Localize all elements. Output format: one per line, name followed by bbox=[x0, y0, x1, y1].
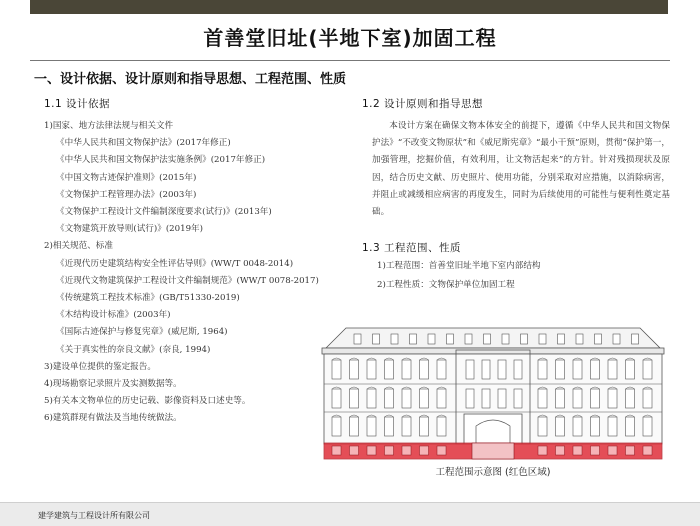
window bbox=[332, 417, 341, 436]
dormer-window bbox=[558, 334, 565, 344]
basement-window bbox=[626, 446, 635, 455]
window bbox=[367, 360, 376, 379]
window bbox=[402, 389, 411, 408]
window bbox=[367, 417, 376, 436]
entrance-steps bbox=[472, 443, 514, 459]
basis-document-item: 《文物保护工程设计文件编制深度要求(试行)》(2013年) bbox=[56, 207, 272, 218]
basis-document-item: 《近现代文物建筑保护工程设计文件编制规范》(WW/T 0078-2017) bbox=[56, 275, 319, 286]
scope-heading: 1.3 工程范围、性质 bbox=[362, 242, 462, 254]
window bbox=[350, 360, 359, 379]
dormer-window bbox=[354, 334, 361, 344]
title-divider bbox=[30, 60, 670, 61]
window bbox=[591, 389, 600, 408]
window bbox=[643, 389, 652, 408]
dormer-window bbox=[391, 334, 398, 344]
dormer-window bbox=[373, 334, 380, 344]
basis-document-item: 《近现代历史建筑结构安全性评估导则》(WW/T 0048-2014) bbox=[56, 258, 294, 269]
basis-group-item: 4)现场勘察记录照片及实测数据等。 bbox=[44, 379, 182, 390]
dormer-window bbox=[521, 334, 528, 344]
central-window bbox=[498, 389, 506, 408]
scope-nature: 2)工程性质：文物保护单位加固工程 bbox=[377, 280, 515, 291]
window bbox=[332, 360, 341, 379]
basement-window bbox=[332, 446, 341, 455]
window bbox=[420, 360, 429, 379]
dormer-window bbox=[465, 334, 472, 344]
window bbox=[350, 389, 359, 408]
principles-heading: 1.2 设计原则和指导思想 bbox=[362, 98, 484, 110]
window bbox=[538, 360, 547, 379]
basement-window bbox=[573, 446, 582, 455]
dormer-window bbox=[428, 334, 435, 344]
basement-window bbox=[367, 446, 376, 455]
entrance-portico bbox=[464, 414, 522, 444]
window bbox=[626, 389, 635, 408]
window bbox=[556, 360, 565, 379]
basis-heading: 1.1 设计依据 bbox=[44, 98, 111, 110]
basis-group-item: 2)相关规范、标准 bbox=[44, 241, 113, 252]
basis-list bbox=[44, 118, 344, 428]
basement-window bbox=[591, 446, 600, 455]
window bbox=[591, 360, 600, 379]
window bbox=[643, 417, 652, 436]
basis-group-item: 5)有关本文物单位的历史记载、影像资料及口述史等。 bbox=[44, 396, 251, 407]
basis-document-item: 《中国文物古迹保护准则》(2015年) bbox=[56, 172, 197, 183]
central-window bbox=[498, 360, 506, 379]
company-name: 建学建筑与工程设计所有限公司 bbox=[38, 511, 150, 520]
basis-document-item: 《传统建筑工程技术标准》(GB/T51330-2019) bbox=[56, 293, 240, 304]
page-title: 首善堂旧址(半地下室)加固工程 bbox=[203, 26, 497, 50]
building-elevation-drawing bbox=[316, 326, 670, 461]
window bbox=[402, 417, 411, 436]
window bbox=[556, 417, 565, 436]
basis-group-item: 6)建筑群现有做法及当地传统做法。 bbox=[44, 413, 182, 424]
window bbox=[626, 360, 635, 379]
dormer-window bbox=[484, 334, 491, 344]
window bbox=[385, 389, 394, 408]
window bbox=[556, 389, 565, 408]
window bbox=[437, 389, 446, 408]
basement-window bbox=[538, 446, 547, 455]
dormer-window bbox=[632, 334, 639, 344]
central-window bbox=[482, 389, 490, 408]
dormer-window bbox=[539, 334, 546, 344]
dormer-window bbox=[410, 334, 417, 344]
basis-document-item: 《中华人民共和国文物保护法实施条例》(2017年修正) bbox=[56, 155, 266, 166]
window bbox=[402, 360, 411, 379]
basement-window bbox=[385, 446, 394, 455]
dormer-window bbox=[576, 334, 583, 344]
window bbox=[643, 360, 652, 379]
basis-document-item: 《关于真实性的奈良文献》(奈良, 1994) bbox=[56, 344, 211, 355]
basis-document-item: 《木结构设计标准》(2003年) bbox=[56, 310, 171, 321]
basement-window bbox=[437, 446, 446, 455]
basement-window bbox=[402, 446, 411, 455]
central-window bbox=[514, 389, 522, 408]
window bbox=[350, 417, 359, 436]
section-heading: 一、设计依据、设计原则和指导思想、工程范围、性质 bbox=[34, 72, 347, 87]
window bbox=[608, 389, 617, 408]
dormer-window bbox=[447, 334, 454, 344]
window bbox=[608, 417, 617, 436]
window bbox=[538, 417, 547, 436]
scope-list bbox=[377, 258, 541, 294]
building-elevation-figure bbox=[316, 326, 670, 461]
window bbox=[573, 389, 582, 408]
basis-document-item: 《文物建筑开放导则(试行)》(2019年) bbox=[56, 224, 204, 235]
figure-caption: 工程范围示意图 (红色区域) bbox=[435, 467, 551, 478]
basement-window bbox=[556, 446, 565, 455]
central-window bbox=[514, 360, 522, 379]
dormer-window bbox=[502, 334, 509, 344]
cornice bbox=[322, 348, 664, 354]
window bbox=[573, 360, 582, 379]
window bbox=[367, 389, 376, 408]
central-window bbox=[466, 360, 474, 379]
basement-window bbox=[608, 446, 617, 455]
basis-document-item: 《文物保护工程管理办法》(2003年) bbox=[56, 189, 197, 200]
basis-group-item: 1)国家、地方法律法规与相关文件 bbox=[44, 121, 174, 131]
basis-group-item: 3)建设单位提供的鉴定报告。 bbox=[44, 361, 156, 372]
basement-window bbox=[420, 446, 429, 455]
basis-document-item: 《国际古迹保护与修复宪章》(威尼斯, 1964) bbox=[56, 327, 228, 338]
top-color-bar bbox=[30, 0, 668, 14]
window bbox=[591, 417, 600, 436]
window bbox=[437, 360, 446, 379]
central-window bbox=[482, 360, 490, 379]
central-window bbox=[466, 389, 474, 408]
basis-document-item: 《中华人民共和国文物保护法》(2017年修正) bbox=[56, 138, 231, 149]
scope-range: 1)工程范围：首善堂旧址半地下室内部结构 bbox=[377, 261, 541, 271]
window bbox=[626, 417, 635, 436]
principles-paragraph: 本设计方案在确保文物本体安全的前提下，遵循《中华人民共和国文物保护法》“不改变文物原状”和《威尼斯宪章》“最小干预”原则，贯彻“保护第一，加强管理，挖掘价值，有效利用，让文物活起来”的方针。针对残损现状及原因，结合历史文献、历史照片、使用功能，分别采取对应措施，以消除病害，并阻止或减缓相应病害的再度发生，同时为后续使用的可能性与便利性奠定基础。 bbox=[372, 121, 670, 218]
window bbox=[573, 417, 582, 436]
window bbox=[420, 389, 429, 408]
dormer-window bbox=[613, 334, 620, 344]
window bbox=[385, 360, 394, 379]
basement-window bbox=[350, 446, 359, 455]
window bbox=[608, 360, 617, 379]
window bbox=[437, 417, 446, 436]
window bbox=[420, 417, 429, 436]
window bbox=[385, 417, 394, 436]
basement-window bbox=[643, 446, 652, 455]
window bbox=[538, 389, 547, 408]
window bbox=[332, 389, 341, 408]
dormer-window bbox=[595, 334, 602, 344]
